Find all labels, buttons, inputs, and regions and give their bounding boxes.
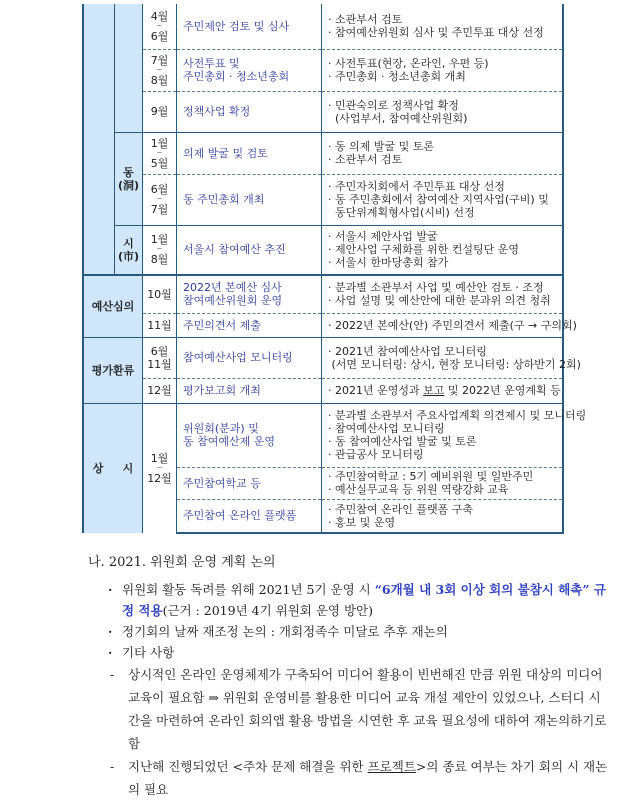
month-cell: 1월 ~ 12월 [143,403,177,533]
category-evaluation: 평가환류 [83,337,143,403]
month-cell: 6월 ~ 7월 [143,174,177,225]
month-cell: 1월 ~ 8월 [143,225,177,275]
desc-cell: · 2022년 본예산(안) 주민의견서 제출(구 → 구의회) [322,313,564,337]
task-cell: 서울시 참여예산 추진 [177,225,322,275]
task-cell: 위원회(분과) 및 동 참여예산제 운영 [177,403,322,467]
desc-cell: · 주민자치회에서 주민투표 대상 선정 · 동 주민총회에서 참여예산 지역사업(구비) 및 동단위계획형사업(시비) 선정 [322,174,564,225]
task-cell: 2022년 본예산 심사 참여예산위원회 운영 [177,275,322,313]
month-cell: 12월 [143,378,177,403]
desc-cell: · 주민참여 온라인 플랫폼 구축 · 홍보 및 운영 [322,499,564,533]
month-cell: 9월 [143,91,177,132]
desc-cell: · 소관부서 검토 · 참여예산위원회 심사 및 주민투표 대상 선정 [322,4,564,49]
month-cell: 4월 ~ 6월 [143,4,177,49]
month-cell: 10월 [143,275,177,313]
schedule-table [82,4,587,534]
meeting-notes [88,553,608,801]
task-cell: 평가보고회 개최 [177,378,322,403]
desc-cell: · 2021년 운영성과 보고 및 2022년 운영계획 등 [322,378,564,403]
task-cell: 주민참여학교 등 [177,467,322,499]
task-cell: 참여예산사업 모니터링 [177,337,322,378]
task-cell: 주민제안 검토 및 심사 [177,4,322,49]
month-cell: 6월 11월 [143,337,177,378]
desc-cell: · 서울시 제안사업 발굴 · 제안사업 구체화를 위한 컨설팅단 운영 · 서울시 한마당총회 참가 [322,225,564,275]
desc-cell: · 사전투표(현장, 온라인, 우편 등) · 주민총회 · 청소년총회 개최 [322,49,564,91]
category-budget-review: 예산심의 [83,275,143,337]
section-heading: 나. 2021. 위원회 운영 계획 논의 [88,555,276,570]
month-cell: 11월 [143,313,177,337]
bullet-item: · 위원회 활동 독려를 위해 2021년 5기 운영 시 “6개월 내 3회 이상 회의 불참시 해촉” 규정 적용(근거 : 2019년 4기 위원회 운영 방안) [106,579,608,621]
month-cell: 7월 ~ 8월 [143,49,177,91]
subcategory-si: 시 (市) [115,225,143,275]
bullet-item: · 정기회의 날짜 재조정 논의 : 개회정족수 미달로 추후 재논의 [106,621,608,642]
dash-item: - 상시적인 온라인 운영체제가 구축되어 미디어 활용이 빈번해진 만큼 위원 대상의 미디어 교육이 필요함 ⇒ 위원회 운영비를 활용한 미디어 교육 개설 제안이 있었으나, 스터디 시간을 마련하여 온라인 회의앱 활용 방법을 시연한 후 교육 필요성에 대하여 재논의하기로 함 [110,667,607,751]
desc-cell: · 분과별 소관부서 사업 및 예산안 검토 · 조정 · 사업 설명 및 예산안에 대한 분과위 의견 청취 [322,275,564,313]
subcategory-dong: 동 (洞) [115,132,143,225]
bullet-item: · 기타 사항 [106,642,608,663]
task-cell: 의제 발굴 및 검토 [177,132,322,174]
desc-cell: · 분과별 소관부서 주요사업계획 의견제시 및 모니터링 · 참여예산사업 모니터링 · 동 참여예산사업 발굴 및 토론 · 관급공사 모니터링 [322,403,564,467]
desc-cell: · 민관숙의로 정책사업 확정 (사업부서, 참여예산위원회) [322,91,564,132]
task-cell: 주민의견서 제출 [177,313,322,337]
desc-cell: · 동 의제 발굴 및 토론 · 소관부서 검토 [322,132,564,174]
dash-item: - 지난해 진행되었던 <주차 문제 해결을 위한 프로젝트>의 종료 여부는 차기 회의 시 재논의 필요 [110,759,608,797]
desc-cell: · 2021년 참여예산사업 모니터링 (서면 모니터링: 상시, 현장 모니터링: 상하반기 2회) [322,337,564,378]
category-always: 상 시 [83,403,143,533]
subcategory-cell-blank [115,4,143,132]
category-cell-blank [83,4,115,275]
task-cell: 주민참여 온라인 플랫폼 [177,499,322,533]
task-cell: 사전투표 및 주민총회 · 청소년총회 [177,49,322,91]
month-cell: 1월 ~ 5월 [143,132,177,174]
task-cell: 정책사업 확정 [177,91,322,132]
desc-cell: · 주민참여학교 : 5기 예비위원 및 일반주민 · 예산실무교육 등 위원 역량강화 교육 [322,467,564,499]
task-cell: 동 주민총회 개최 [177,174,322,225]
